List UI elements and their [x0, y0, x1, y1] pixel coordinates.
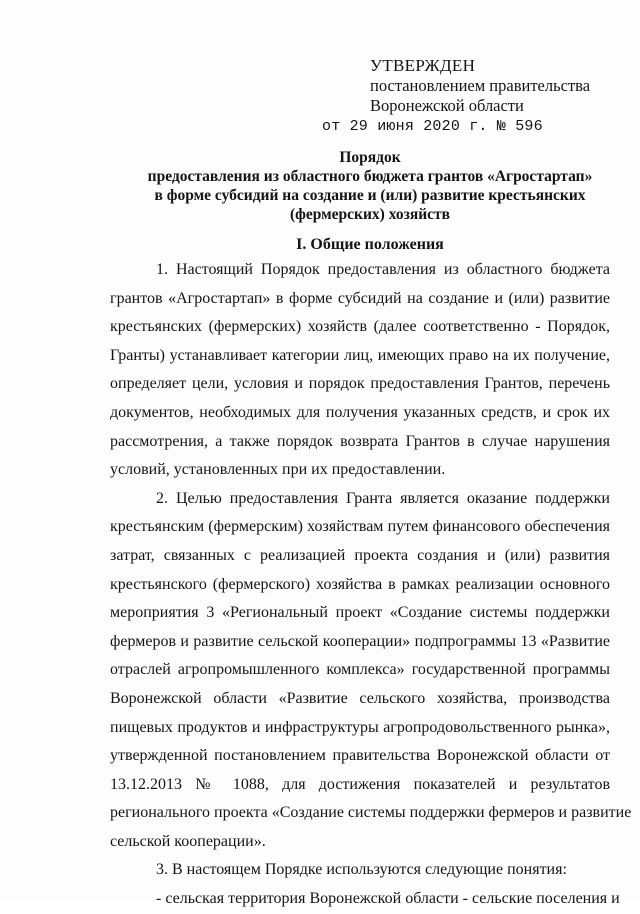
document-body	[110, 256, 632, 914]
paragraph-line: 2. Целью предоставления Гранта является оказание поддержки	[156, 489, 610, 507]
title-word: Порядок	[339, 149, 401, 166]
paragraph-line: крестьянского (фермерского) хозяйства в рамках реализации основного	[110, 575, 610, 593]
paragraph-line: 3. В настоящем Порядке используются следующие понятия:	[156, 861, 567, 879]
paragraph-line: грантов «Агростартап» в форме субсидий на создание и (или) развитие	[110, 289, 610, 307]
paragraph-line: 13.12.2013 № 1088, для достижения показателей и результатов	[110, 775, 610, 793]
decree-date-line: от 29 июня 2020 г. № 596	[322, 118, 543, 135]
paragraph-line: утвержденной постановлением правительства Воронежской области от	[110, 747, 610, 765]
approval-line: постановлением правительства	[370, 76, 591, 95]
paragraph-line: сельской кооперации».	[110, 832, 266, 850]
paragraph-line: 1. Настоящий Порядок предоставления из областного бюджета	[156, 261, 610, 278]
title-line: предоставления из областного бюджета грантов «Агростартап»	[147, 168, 593, 185]
approval-heading: УТВЕРЖДЕН	[370, 56, 476, 75]
title-line: (фермерских) хозяйств	[289, 206, 451, 223]
paragraph	[110, 485, 632, 857]
section-heading: I. Общие положения	[296, 236, 444, 253]
paragraph-line: условий, установленных при их предоставлении.	[110, 461, 446, 479]
paragraph-line: отраслей агропромышленного комплекса» государственной программы	[110, 661, 610, 679]
paragraph-line: затрат, связанных с реализацией проекта создания и (или) развития	[110, 546, 610, 564]
paragraph	[110, 885, 620, 914]
paragraph-line: Воронежской области «Развитие сельского хозяйства, производства	[110, 689, 610, 707]
paragraph-line: регионального проекта «Создание системы поддержки фермеров и развитие	[110, 804, 632, 822]
document-title	[100, 148, 640, 224]
paragraph-line: пищевых продуктов и инфраструктуры агропродовольственного рынка»,	[110, 718, 610, 736]
paragraph-line: определяет цели, условия и порядок предоставления Грантов, перечень	[110, 375, 610, 393]
paragraph-line: документов, необходимых для получения указанных средств, и срок их	[110, 403, 610, 421]
paragraph-line: крестьянским (фермерским) хозяйствам путем финансового обеспечения	[110, 518, 610, 536]
approval-line: Воронежской области	[370, 96, 524, 115]
approval-stamp	[370, 56, 590, 116]
paragraph-line: - сельская территория Воронежской области - сельские поселения и	[156, 890, 620, 908]
title-line: в форме субсидий на создание и (или) развитие крестьянских	[154, 187, 586, 204]
paragraph-line: фермеров и развитие сельской кооперации» подпрограммы 13 «Развитие	[110, 632, 610, 650]
paragraph-line: Гранты) устанавливает категории лиц, имеющих право на их получение,	[110, 346, 610, 364]
paragraph	[110, 856, 610, 885]
paragraph-line: мероприятия 3 «Региональный проект «Создание системы поддержки	[110, 604, 610, 622]
paragraph-line: рассмотрения, а также порядок возврата Грантов в случае нарушения	[110, 432, 610, 450]
paragraph	[110, 256, 610, 485]
paragraph-line: крестьянских (фермерских) хозяйств (далее соответственно - Порядок,	[110, 318, 610, 336]
